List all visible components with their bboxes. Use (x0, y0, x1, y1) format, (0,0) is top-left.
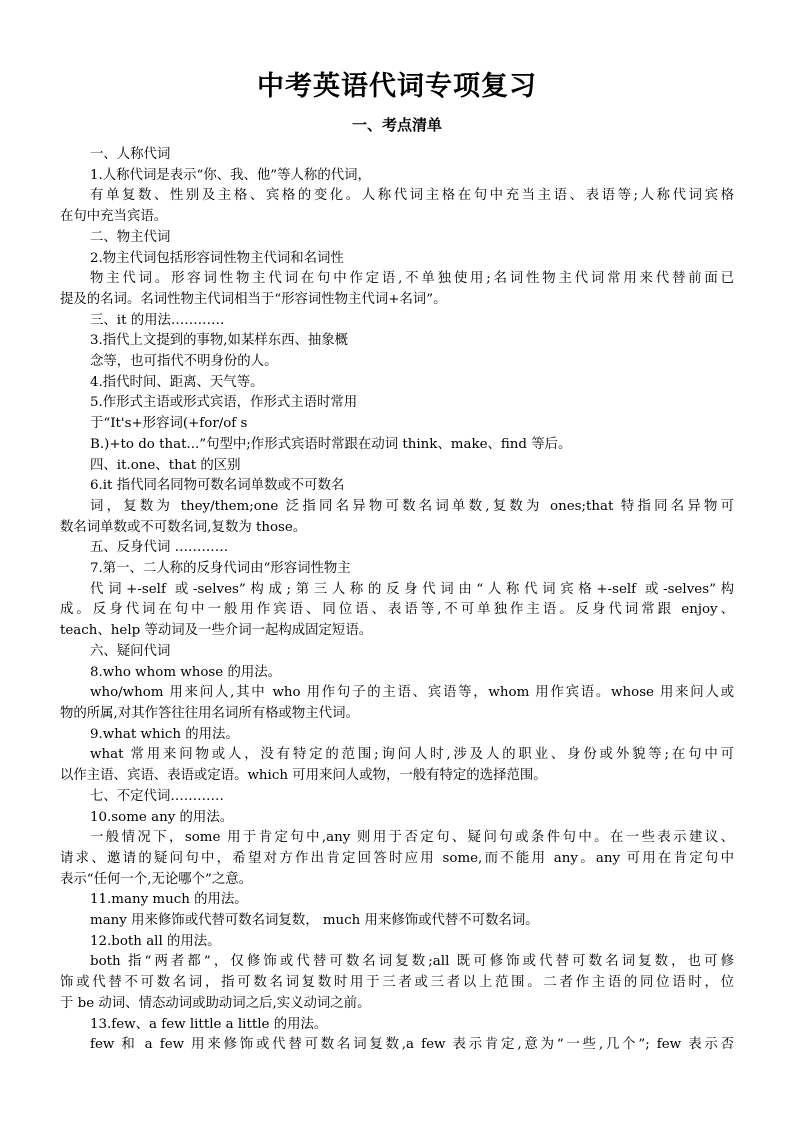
text-line: 4.指代时间、距离、天气等。 (90, 374, 264, 390)
text-line: B.)+to do that...”句型中;作形式宾语时常跟在动词 think、make、find 等后。 (90, 436, 572, 452)
text-line: 五、反身代词 ………… (90, 540, 229, 556)
text-line: 物主代词。形容词性物主代词在句中作定语,不单独使用;名词性物主代词常用来代替前面已 (90, 271, 734, 287)
text-line: many 用来修饰或代替可数名词复数， much 用来修饰或代替不可数名词。 (90, 913, 539, 929)
section-heading: 一、考点清单 (351, 116, 442, 134)
text-line: few 和 a few 用来修饰或代替可数名词复数,a few 表示肯定,意为“一些,几个”; few 表示否 (90, 1037, 734, 1053)
text-line: 1.人称代词是表示“你、我、他”等人称的代词， (90, 167, 371, 183)
text-line: 5.作形式主语或形式宾语，作形式主语时常用 (90, 395, 358, 411)
text-line: 念等，也可指代不明身份的人。 (90, 354, 278, 370)
text-line: 请求、邀请的疑问句中，希望对方作出肯定回答时应用 some,而不能用 any。any 可用在肯定句中 (60, 850, 734, 866)
text-line: who/whom 用来问人,其中 who 用作句子的主语、宾语等，whom 用作宾语。whose 用来问人或 (90, 685, 734, 701)
text-line: 11.many much 的用法。 (90, 892, 248, 908)
text-line: 六、疑问代词 (90, 643, 171, 659)
text-line: 提及的名词。名词性物主代词相当于“形容词性物主代词+名词”。 (60, 291, 447, 307)
text-line: 2.物主代词包括形容词性物主代词和名词性 (90, 250, 344, 266)
text-line: 代词+-self 或-selves”构成;第三人称的反身代词由“人称代词宾格+-self 或-selves”构 (90, 581, 734, 597)
text-line: 7.第一、二人称的反身代词由“形容词性物主 (90, 561, 351, 577)
text-line: 表示“任何一个,无论哪个”之意。 (60, 871, 253, 887)
text-line: 七、不定代词………… (90, 788, 224, 804)
text-line: 成。反身代词在句中一般用作宾语、同位语、表语等,不可单独作主语。反身代词常跟 enjoy、 (60, 602, 734, 618)
text-line: what 常用来问物或人，没有特定的范围;询问人时,涉及人的职业、身份或外貌等;在句中可 (90, 747, 734, 763)
text-line: 词，复数为 they/them;one 泛指同名异物可数名词单数,复数为 ones;that 特指同名异物可 (90, 498, 734, 514)
text-line: 6.it 指代同名同物可数名词单数或不可数名 (90, 478, 345, 494)
text-line: 10.some any 的用法。 (90, 809, 234, 825)
text-line: 在句中充当宾语。 (60, 209, 168, 225)
text-line: 数名词单数或不可数名词,复数为 those。 (60, 519, 307, 535)
text-line: 12.both all 的用法。 (90, 933, 221, 949)
text-line: 13.few、a few little a little 的用法。 (90, 1016, 328, 1032)
text-line: 8.who whom whose 的用法。 (90, 664, 282, 680)
text-line: 有单复数、性别及主格、宾格的变化。人称代词主格在句中充当主语、表语等;人称代词宾格 (90, 188, 734, 204)
text-line: 于 be 动词、情态动词或助动词之后,实义动词之前。 (60, 995, 371, 1011)
text-line: 四、it.one、that 的区别 (90, 457, 241, 473)
text-line: 一、人称代词 (90, 147, 171, 162)
text-line: teach、help 等动词及一些介词一起构成固定短语。 (60, 623, 373, 639)
document-body (60, 145, 734, 1056)
text-line: 3.指代上文提到的事物,如某样东西、抽象概 (90, 333, 349, 349)
text-line: 物的所属,对其作答往往用名词所有格或物主代词。 (60, 705, 359, 721)
document-title: 中考英语代词专项复习 (257, 71, 537, 102)
text-line: 以作主语、宾语、表语或定语。which 可用来问人或物，一般有特定的选择范围。 (60, 768, 547, 784)
text-line: 一般情况下，some 用于肯定句中,any 则用于否定句、疑问句或条件句中。在一些表示建议、 (90, 830, 734, 846)
text-line: 9.what which 的用法。 (90, 726, 239, 742)
text-line: 饰或代替不可数名词，指可数名词复数时用于三者或三者以上范围。二者作主语的同位语时，位 (60, 975, 734, 991)
text-line: both 指“两者都”，仅修饰或代替可数名词复数;all 既可修饰或代替可数名词复数，也可修 (90, 954, 734, 970)
text-line: 于“It's+形容词(+for/of s (90, 416, 248, 432)
text-line: 二、物主代词 (90, 229, 171, 245)
text-line: 三、it 的用法………… (90, 312, 225, 328)
